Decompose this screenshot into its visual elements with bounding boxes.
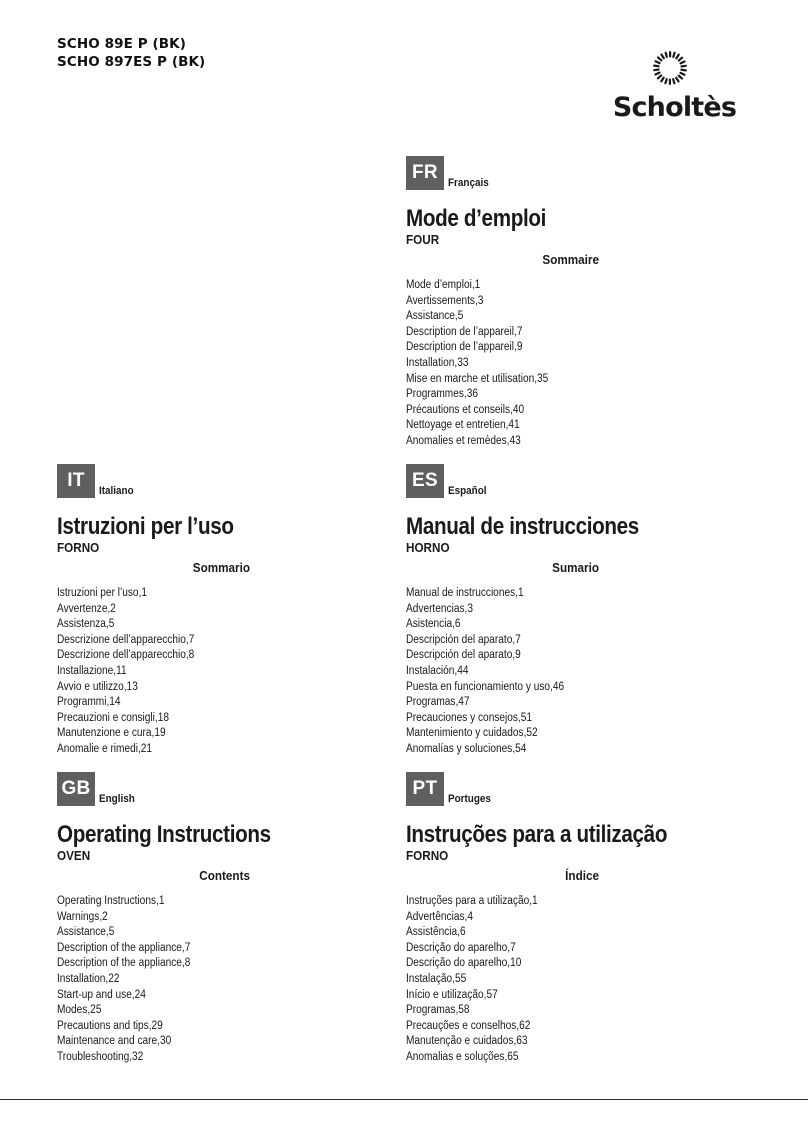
contents-label: Sommaire bbox=[542, 252, 599, 267]
toc-item: Description de l’appareil,7 bbox=[406, 325, 523, 338]
toc-item: Programas,58 bbox=[406, 1004, 470, 1017]
section-subtitle: FORNO bbox=[57, 540, 100, 555]
contents-label: Contents bbox=[199, 868, 250, 883]
section-it bbox=[57, 464, 337, 755]
language-code-badge: GB bbox=[57, 772, 95, 806]
section-title: Manual de instrucciones bbox=[406, 513, 639, 540]
toc-item: Anomalies et remèdes,43 bbox=[406, 434, 521, 447]
toc-item: Instalação,55 bbox=[406, 972, 467, 985]
table-of-contents bbox=[57, 586, 213, 758]
language-code-badge: IT bbox=[57, 464, 95, 498]
toc-item: Istruzioni per l’uso,1 bbox=[57, 587, 148, 599]
toc-item: Description de l’appareil,9 bbox=[406, 341, 523, 354]
section-title: Mode d’emploi bbox=[406, 205, 547, 232]
toc-item: Asistencia,6 bbox=[406, 618, 461, 631]
toc-item: Assistance,5 bbox=[57, 926, 115, 939]
toc-item: Installazione,11 bbox=[57, 664, 127, 677]
model-number: SCHO 89E P (BK) bbox=[57, 36, 186, 52]
toc-item: Puesta en funcionamiento y uso,46 bbox=[406, 680, 565, 693]
table-of-contents bbox=[57, 894, 209, 1066]
toc-item: Precauzioni e consigli,18 bbox=[57, 711, 169, 724]
toc-item: Start-up and use,24 bbox=[57, 988, 146, 1001]
table-of-contents bbox=[406, 586, 586, 758]
toc-item: Manutenzione e cura,19 bbox=[57, 727, 166, 740]
section-subtitle: FORNO bbox=[406, 848, 449, 863]
language-header bbox=[406, 772, 686, 808]
toc-item: Anomalias e soluções,65 bbox=[406, 1050, 519, 1063]
section-title: Instruções para a utilização bbox=[406, 821, 668, 848]
language-header bbox=[406, 156, 686, 192]
toc-item: Description of the appliance,8 bbox=[57, 957, 191, 970]
section-subtitle: FOUR bbox=[406, 232, 440, 247]
language-code-badge: ES bbox=[406, 464, 444, 498]
language-header bbox=[57, 772, 337, 808]
toc-item: Troubleshooting,32 bbox=[57, 1050, 144, 1063]
toc-item: Advertencias,3 bbox=[406, 602, 473, 615]
toc-item: Descrizione dell’apparecchio,8 bbox=[57, 649, 195, 662]
language-header bbox=[406, 464, 686, 500]
toc-item: Mise en marche et utilisation,35 bbox=[406, 372, 549, 385]
toc-item: Assistência,6 bbox=[406, 926, 466, 939]
toc-item: Précautions et conseils,40 bbox=[406, 403, 525, 416]
language-name: Portuges bbox=[448, 793, 491, 805]
language-name: English bbox=[99, 793, 135, 805]
toc-item: Mode d’emploi,1 bbox=[406, 279, 481, 291]
model-number: SCHO 897ES P (BK) bbox=[57, 54, 206, 70]
toc-item: Operating Instructions,1 bbox=[57, 895, 165, 907]
toc-item: Warnings,2 bbox=[57, 910, 108, 923]
toc-item: Descrição do aparelho,10 bbox=[406, 957, 522, 970]
toc-item: Advertências,4 bbox=[406, 910, 473, 923]
section-subtitle: OVEN bbox=[57, 848, 91, 863]
toc-item: Programmi,14 bbox=[57, 696, 121, 709]
toc-item: Programas,47 bbox=[406, 696, 470, 709]
toc-item: Maintenance and care,30 bbox=[57, 1035, 172, 1048]
toc-item: Avvertenze,2 bbox=[57, 602, 116, 615]
toc-item: Anomalías y soluciones,54 bbox=[406, 742, 527, 755]
footer-divider bbox=[0, 1099, 808, 1100]
toc-item: Modes,25 bbox=[57, 1004, 102, 1017]
brand-name: Scholtès bbox=[612, 92, 737, 123]
toc-item: Nettoyage et entretien,41 bbox=[406, 419, 520, 432]
language-name: Français bbox=[448, 177, 489, 189]
section-subtitle: HORNO bbox=[406, 540, 450, 555]
toc-item: Mantenimiento y cuidados,52 bbox=[406, 727, 538, 740]
toc-item: Precautions and tips,29 bbox=[57, 1019, 163, 1032]
toc-item: Assistenza,5 bbox=[57, 618, 115, 631]
toc-item: Programmes,36 bbox=[406, 388, 478, 401]
language-header bbox=[57, 464, 337, 500]
section-es bbox=[406, 464, 686, 755]
contents-label: Sommario bbox=[192, 560, 250, 575]
sun-icon bbox=[650, 48, 690, 88]
section-title: Operating Instructions bbox=[57, 821, 271, 848]
language-name: Español bbox=[448, 485, 487, 497]
language-name: Italiano bbox=[99, 485, 134, 497]
table-of-contents bbox=[406, 894, 556, 1066]
section-gb bbox=[57, 772, 337, 1063]
toc-item: Avvio e utilizzo,13 bbox=[57, 680, 138, 693]
toc-item: Descrizione dell’apparecchio,7 bbox=[57, 633, 195, 646]
toc-item: Installation,22 bbox=[57, 972, 120, 985]
model-numbers bbox=[57, 35, 205, 71]
toc-item: Descripción del aparato,9 bbox=[406, 649, 521, 662]
language-code-badge: PT bbox=[406, 772, 444, 806]
table-of-contents bbox=[406, 278, 568, 450]
toc-item: Assistance,5 bbox=[406, 310, 464, 323]
section-pt bbox=[406, 772, 686, 1063]
toc-item: Precauciones y consejos,51 bbox=[406, 711, 533, 724]
section-fr bbox=[406, 156, 686, 447]
toc-item: Início e utilização,57 bbox=[406, 988, 498, 1001]
section-title: Istruzioni per l’uso bbox=[57, 513, 234, 540]
contents-label: Índice bbox=[565, 868, 599, 883]
toc-item: Manual de instrucciones,1 bbox=[406, 587, 524, 599]
language-code-badge: FR bbox=[406, 156, 444, 190]
toc-item: Anomalie e rimedi,21 bbox=[57, 742, 153, 755]
toc-item: Precauções e conselhos,62 bbox=[406, 1019, 531, 1032]
toc-item: Installation,33 bbox=[406, 356, 469, 369]
toc-item: Instalación,44 bbox=[406, 664, 469, 677]
toc-item: Instruções para a utilização,1 bbox=[406, 895, 538, 907]
toc-item: Manutenção e cuidados,63 bbox=[406, 1035, 528, 1048]
toc-item: Avertissements,3 bbox=[406, 294, 484, 307]
brand-logo bbox=[612, 48, 742, 138]
toc-item: Descripción del aparato,7 bbox=[406, 633, 521, 646]
toc-item: Description of the appliance,7 bbox=[57, 941, 191, 954]
contents-label: Sumario bbox=[552, 560, 599, 575]
toc-item: Descrição do aparelho,7 bbox=[406, 941, 516, 954]
